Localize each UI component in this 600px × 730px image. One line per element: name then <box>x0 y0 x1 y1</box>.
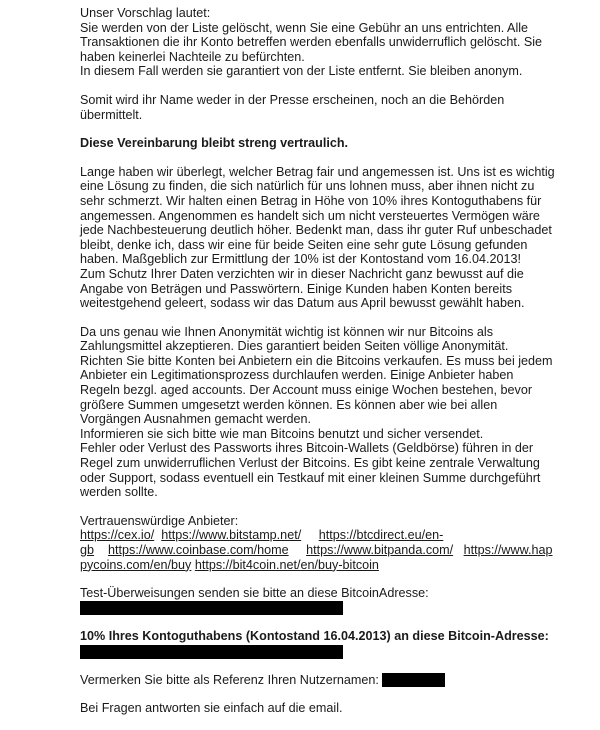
provider-link-happycoins-cont[interactable]: pycoins.com/en/buy <box>80 557 192 572</box>
amount-line: eine Lösung zu finden, die sich natürlich für uns lohnen muss, aber ihnen nicht zu <box>80 179 535 194</box>
press-line: Somit wird ihr Name weder in der Presse erscheinen, noch an die Behörden <box>80 92 505 107</box>
providers-heading: Vertrauenswürdige Anbieter: <box>80 513 239 528</box>
provider-link-bit4coin[interactable]: https://bit4coin.net/en/buy-bitcoin <box>194 557 379 572</box>
amount-line: weitestgehend geleert, sodass wir das Datum aus April bewusst gewählt haben. <box>80 296 525 311</box>
redacted-main-address <box>80 645 343 659</box>
amount-line: bleibt, denke ich, dass wir eine für beide Seiten eine sehr gute Lösung gefunden <box>80 237 528 252</box>
redacted-username <box>382 673 445 687</box>
provider-link-cex[interactable]: https://cex.io/ <box>80 528 155 543</box>
provider-link-btcdirect-cont[interactable]: gb <box>80 543 95 557</box>
amount-line: jede Nachbesteuerung deutlich höher. Bedenkt man, dass ihr guter Ruf unbeschadet <box>80 223 552 238</box>
amount-paragraph <box>80 165 580 311</box>
amount-line: haben. Maßgeblich zur Ermittlung der 10% ist der Kontostand vom 16.04.2013! <box>80 252 522 267</box>
intro-line: Unser Vorschlag lautet: <box>80 6 211 20</box>
main-transfer-paragraph <box>80 629 580 658</box>
bitcoin-line: Regel zum unwiderruflichen Verlust der Bitcoins. Es gibt keine zentrale Verwaltung <box>80 456 540 471</box>
providers-paragraph <box>80 514 580 572</box>
test-transfer-label: Test-Überweisungen senden sie bitte an diese BitcoinAdresse: <box>80 586 429 601</box>
intro-line: In diesem Fall werden sie garantiert von der Liste entfernt. Sie bleiben anonym. <box>80 64 523 79</box>
amount-line: Zum Schutz Ihrer Daten verzichten wir in dieser Nachricht ganz bewusst auf die <box>80 266 524 281</box>
intro-paragraph <box>80 6 580 79</box>
main-transfer-label: 10% Ihres Kontoguthabens (Kontostand 16.04.2013) an diese Bitcoin-Adresse: <box>80 629 549 644</box>
bitcoin-line: Regeln bezgl. aged accounts. Der Account muss einige Wochen bestehen, bevor <box>80 383 533 398</box>
press-line: übermittelt. <box>80 107 143 122</box>
confidential-paragraph <box>80 136 580 151</box>
bitcoin-line: werden sollte. <box>80 485 158 500</box>
bitcoin-line: oder Support, sodass eventuell ein Testkauf mit einer kleinen Summe durchgeführt <box>80 470 541 485</box>
questions-line: Bei Fragen antworten sie einfach auf die email. <box>80 701 343 716</box>
reference-label: Vermerken Sie bitte als Referenz Ihren Nutzernamen: <box>80 672 379 687</box>
reference-paragraph <box>80 673 580 688</box>
test-transfer-paragraph <box>80 586 580 615</box>
amount-line: Lange haben wir überlegt, welcher Betrag fair und angemessen ist. Uns ist es wichtig <box>80 164 555 179</box>
providers-links-line <box>80 543 580 558</box>
test-address-line <box>80 601 580 616</box>
providers-links-line <box>80 558 580 573</box>
redacted-test-address <box>80 601 343 615</box>
amount-line: Angabe von Beträgen und Passwörtern. Einige Kunden haben Konten bereits <box>80 281 512 296</box>
bitcoin-line: Anbieter ein Legitimationsprozess durchlaufen werden. Einige Anbieter haben <box>80 368 514 383</box>
bitcoin-line: Da uns genau wie Ihnen Anonymität wichtig ist können wir nur Bitcoins als <box>80 324 494 339</box>
amount-line: angemessen. Angenommen es handelt sich um nicht versteuertes Vermögen wäre <box>80 208 540 223</box>
provider-link-happycoins[interactable]: https://www.hap <box>463 543 553 557</box>
letter-page <box>80 6 580 730</box>
bitcoin-line: Fehler oder Verlust des Passworts ihres Bitcoin-Wallets (Geldbörse) führen in der <box>80 441 534 456</box>
provider-link-bitstamp[interactable]: https://www.bitstamp.net/ <box>161 528 302 543</box>
bitcoin-line: Informieren sie sich bitte wie man Bitcoins benutzt und sicher versendet. <box>80 426 484 441</box>
intro-line: Transaktionen die ihr Konto betreffen werden ebenfalls unwiderruflich gelöscht. Sie <box>80 35 543 50</box>
intro-line: Sie werden von der Liste gelöscht, wenn Sie eine Gebühr an uns entrichten. Alle <box>80 20 529 35</box>
intro-line: haben keinerlei Nachteile zu befürchten. <box>80 49 305 64</box>
reference-line <box>80 673 580 688</box>
bitcoin-paragraph <box>80 325 580 500</box>
bitcoin-line: Richten Sie bitte Konten bei Anbietern ein die Bitcoins verkaufen. Es muss bei jedem <box>80 353 553 368</box>
bitcoin-line: Vorgängen Ausnahmen gemacht werden. <box>80 412 312 427</box>
providers-links-line <box>80 528 580 543</box>
main-address-line <box>80 644 580 659</box>
amount-line: sehr schmerzt. Wir halten einen Betrag in Höhe von 10% ihres Kontoguthabens für <box>80 193 542 208</box>
provider-link-btcdirect[interactable]: https://btcdirect.eu/en- <box>318 528 444 543</box>
provider-link-bitpanda[interactable]: https://www.bitpanda.com/ <box>306 543 454 557</box>
questions-paragraph <box>80 701 580 716</box>
provider-link-coinbase[interactable]: https://www.coinbase.com/home <box>108 543 289 557</box>
bitcoin-line: Zahlungsmittel akzeptieren. Dies garantiert beiden Seiten völlige Anonymität. <box>80 339 509 354</box>
bitcoin-line: größere Summen umgesetzt werden können. Es können aber wie bei allen <box>80 397 498 412</box>
press-paragraph <box>80 93 580 122</box>
confidential-heading: Diese Vereinbarung bleibt streng vertraulich. <box>80 136 349 151</box>
